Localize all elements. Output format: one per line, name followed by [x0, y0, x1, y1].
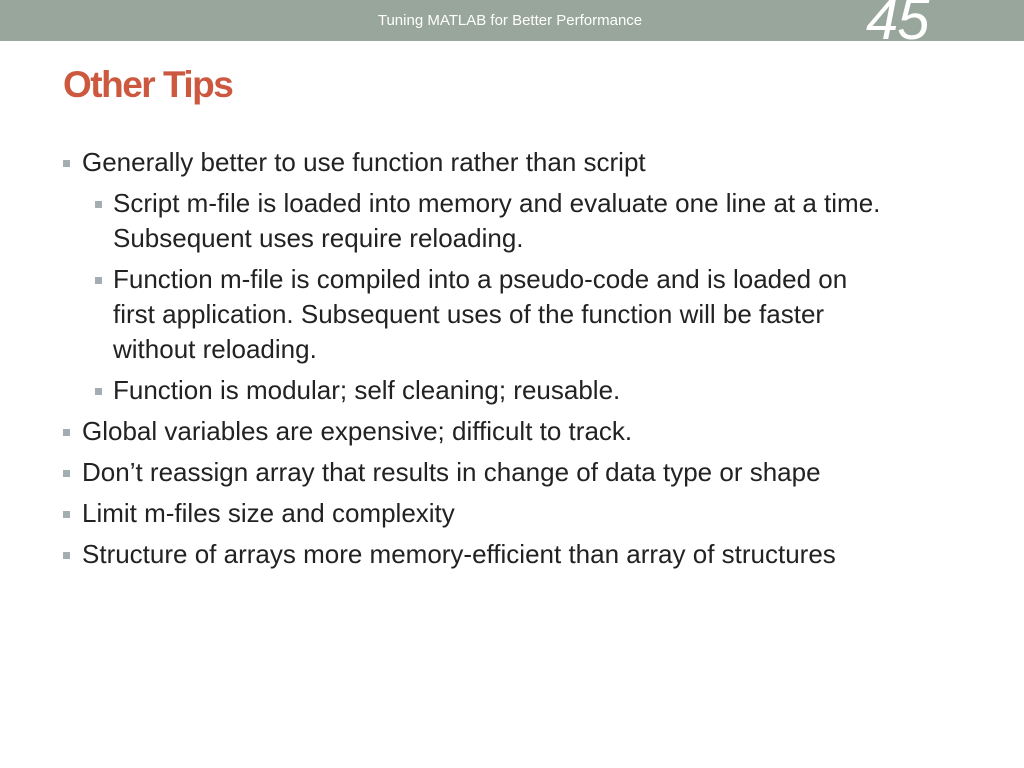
bullet-item: [62, 455, 982, 490]
bullet-text: [82, 145, 982, 180]
bullet-square-icon: [63, 511, 70, 518]
bullet-line: Function is modular; self cleaning; reusable.: [113, 375, 621, 405]
bullet-line: Script m-file is loaded into memory and evaluate one line at a time.: [113, 188, 881, 218]
bullet-square-icon: [95, 277, 102, 284]
bullet-line: Structure of arrays more memory-efficient than array of structures: [82, 539, 836, 569]
bullet-line: first application. Subsequent uses of the function will be faster: [113, 299, 825, 329]
bullet-square-icon: [63, 470, 70, 477]
bullet-item: [62, 414, 982, 449]
bullet-text: [113, 262, 982, 367]
bullet-line: Global variables are expensive; difficult to track.: [82, 416, 633, 446]
bullet-line: Function m-file is compiled into a pseudo-code and is loaded on: [113, 264, 848, 294]
bullet-square-icon: [63, 429, 70, 436]
bullet-text: [82, 414, 982, 449]
sub-bullet-item: [62, 186, 982, 256]
sub-bullet-item: [62, 262, 982, 367]
bullet-line: Don’t reassign array that results in change of data type or shape: [82, 457, 821, 487]
bullet-square-icon: [63, 552, 70, 559]
bullet-line: Generally better to use function rather than script: [82, 147, 646, 177]
bullet-line: Subsequent uses require reloading.: [113, 223, 524, 253]
bullet-square-icon: [63, 160, 70, 167]
bullet-item: [62, 496, 982, 531]
bullet-item: [62, 537, 982, 572]
bullet-square-icon: [95, 201, 102, 208]
bullet-square-icon: [95, 388, 102, 395]
slide-title: Other Tips: [63, 64, 233, 105]
bullet-text: [82, 496, 982, 531]
bullet-line: Limit m-files size and complexity: [82, 498, 455, 528]
slide-number: 45: [866, 0, 929, 52]
presentation-title: Tuning MATLAB for Better Performance: [377, 12, 643, 29]
bullet-text: [113, 186, 982, 256]
bullet-item: [62, 145, 982, 180]
bullet-line: without reloading.: [113, 334, 317, 364]
bullet-text: [82, 455, 982, 490]
bullet-text: [82, 537, 982, 572]
bullet-list: [62, 145, 982, 578]
bullet-text: [113, 373, 982, 408]
sub-bullet-item: [62, 373, 982, 408]
header-bar: [0, 0, 1024, 52]
